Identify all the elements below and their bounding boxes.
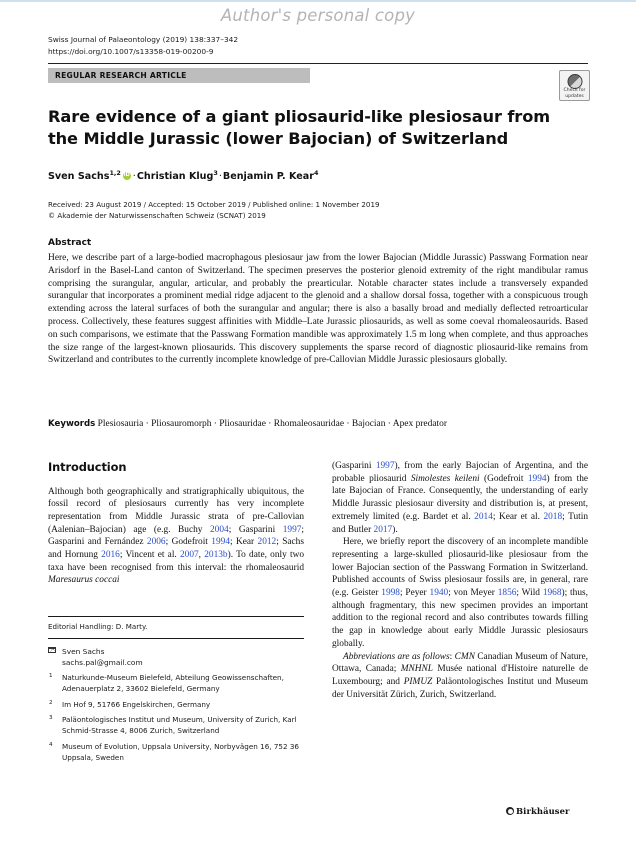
affiliation-text: Paläontologisches Institut und Museum, University of Zurich, Karl Schmid-Strasse 4, 8006 Zurich, Switzerland bbox=[62, 715, 297, 736]
crossmark-line1: Check for bbox=[563, 88, 586, 94]
affiliation-number: 1 bbox=[49, 673, 53, 679]
author-1-affil-sup: 1,2 bbox=[109, 169, 121, 177]
affiliation-item bbox=[48, 700, 304, 711]
corresponding-author-email[interactable]: sachs.pal@gmail.com bbox=[62, 658, 143, 668]
corresponding-author-name: Sven Sachs bbox=[62, 647, 105, 656]
publisher-name: Birkhäuser bbox=[516, 806, 570, 816]
affiliation-text: Im Hof 9, 51766 Engelskirchen, Germany bbox=[62, 699, 211, 709]
affiliation-number: 4 bbox=[49, 741, 53, 748]
corresponding-author bbox=[48, 646, 304, 669]
received-accepted-line: Received: 23 August 2019 / Accepted: 15 October 2019 / Published online: 1 November 2019 bbox=[48, 200, 380, 209]
author-1 bbox=[48, 171, 121, 182]
editorial-handling: Editorial Handling: D. Marty. bbox=[48, 622, 148, 631]
affiliation-item bbox=[48, 742, 304, 764]
article-type-band bbox=[48, 68, 310, 83]
author-2-name: Christian Klug bbox=[136, 171, 214, 183]
birkhauser-mark-icon bbox=[506, 807, 514, 815]
check-for-updates-badge[interactable] bbox=[559, 70, 590, 101]
author-separator: · bbox=[218, 171, 222, 183]
header-divider bbox=[48, 63, 588, 64]
page-title: Rare evidence of a giant pliosaurid-like plesiosaur from the Middle Jurassic (lower Bajocian) of Switzerland bbox=[48, 107, 550, 148]
affiliation-number: 3 bbox=[49, 715, 53, 722]
orcid-icon[interactable] bbox=[123, 172, 131, 180]
keywords-line bbox=[48, 419, 588, 429]
page-top-edge bbox=[0, 0, 636, 2]
publication-dates bbox=[48, 199, 379, 222]
affiliation-item bbox=[48, 673, 304, 695]
abstract-heading: Abstract bbox=[48, 238, 92, 248]
affiliation-number: 2 bbox=[49, 699, 53, 706]
affiliation-item bbox=[48, 715, 304, 737]
journal-doi[interactable]: https://doi.org/10.1007/s13358-019-00200-9 bbox=[48, 46, 214, 56]
journal-citation: Swiss Journal of Palaeontology (2019) 138:337–342 bbox=[48, 35, 239, 44]
footnote-divider-bottom bbox=[48, 638, 304, 639]
article-type-label: REGULAR RESEARCH ARTICLE bbox=[55, 71, 187, 80]
intro-paragraph-left: Although both geographically and stratigraphically ubiquitous, the fossil record of plesiosaurs currently has very incomplete representation from Middle Jurassic strata of pre-Callovian (Aalenian–Bajocian) age (e.g. Buchy 2004; Gasparini 1997; Gasparini and Fernández 2006; Godefroit 1994; Kear 2012; Sachs and Hornung 2016; Vincent et al. 2007, 2013b). To date, only two taxa have been recognised from this interval: the rhomaleosaurid Maresaurus coccai bbox=[48, 486, 305, 586]
crossmark-line2: updates bbox=[565, 93, 584, 99]
intro-paragraph-right-2: Here, we briefly report the discovery of an incomplete mandible representing a large-skulled pliosaurid-like plesiosaur from the lower Bajocian section of the Passwang Formation in Switzerland. Published accounts of Swiss plesiosaur fossils are, in general, rare (e.g. Geister 1998; Peyer 1940; von Meyer 1856; Wild 1968); thus, although fragmentary, this new specimen provides an important addition to the regional record and also contributes towards filling the gap in knowledge about early Middle Jurassic plesiosaurs globally. bbox=[332, 537, 588, 649]
author-3-name: Benjamin P. Kear bbox=[222, 171, 315, 183]
abbreviations-paragraph: Abbreviations are as follows: CMN Canadian Museum of Nature, Ottawa, Canada; MNHNL Musée national d'Histoire naturelle de Luxembourg; and PIMUZ Paläontologisches Institut und Museum der Universität Zürich, Zurich, Switzerland. bbox=[332, 651, 589, 700]
column-left bbox=[48, 460, 304, 587]
watermark-text: Author's personal copy bbox=[220, 6, 416, 25]
affiliation-list bbox=[48, 673, 304, 769]
publisher-logo bbox=[506, 806, 570, 816]
abstract-text: Here, we describe part of a large-bodied macrophagous plesiosaur jaw from the lower Bajocian (Middle Jurassic) Passwang Formation near Arisdorf in the Basel-Land canton of Switzerland. The specimen preserves the posterior glenoid extremity of the right mandibular ramus comprising the surangular, angular, articular, and probably the prearticular. Notable character states include a transversely expanded surangular that incorporates a prominent medial ridge adjacent to the glenoid and a shallow dorsal fossa, together with a conspicuous trough extending across the lateral surfaces of both the surangular and angular; there is also a basally broad and medially deflected retroarticular process. Collectively, these features suggest affinities with Middle–Late Jurassic pliosaurids, as well as some coeval rhomaleosaurids. Based on such comparisons, we estimate that the Passwang Formation mandible was approximately 1.5 m long when complete, and thus approaches the size range of the largest-known pliosaurids. This discovery supplements the sparse record of diagnostic pliosaurid-like remains from Switzerland and contributes to the currently incomplete knowledge of pre-Callovian Middle Jurassic plesiosaurs globally. bbox=[48, 253, 588, 366]
journal-info bbox=[48, 34, 238, 58]
author-separator: · bbox=[132, 171, 136, 183]
keywords-label: Keywords bbox=[48, 419, 96, 429]
author-2 bbox=[137, 171, 218, 182]
crossmark-icon bbox=[567, 74, 582, 89]
affiliation-text: Museum of Evolution, Uppsala University, Norbyvägen 16, 752 36 Uppsala, Sweden bbox=[62, 741, 299, 762]
section-heading-introduction: Introduction bbox=[48, 460, 127, 474]
author-3 bbox=[223, 171, 319, 182]
keywords-values: Plesiosauria · Pliosauromorph · Pliosauridae · Rhomaleosauridae · Bajocian · Apex predator bbox=[97, 419, 448, 429]
author-3-affil-sup: 4 bbox=[314, 169, 319, 177]
author-list bbox=[48, 169, 588, 182]
crossmark-label bbox=[560, 88, 589, 99]
footnote-divider-top bbox=[48, 616, 304, 617]
column-right bbox=[332, 460, 588, 701]
copyright-line: © Akademie der Naturwissenschaften Schweiz (SCNAT) 2019 bbox=[48, 211, 266, 221]
author-1-name: Sven Sachs bbox=[48, 171, 110, 183]
intro-paragraph-right-1: (Gasparini 1997), from the early Bajocian of Argentina, and the probable pliosaurid Simolestes keileni (Godefroit 1994) from the late Bajocian of France. Consequently, the understanding of early Middle Jurassic plesiosaur diversity and distribution is, at present, extremely limited (e.g. Bardet et al. 2014; Kear et al. 2018; Tutin and Butler 2017). bbox=[332, 461, 589, 535]
affiliation-text: Naturkunde-Museum Bielefeld, Abteilung Geowissenschaften, Adenauerplatz 2, 33602 Bielefeld, Germany bbox=[62, 673, 284, 693]
author-2-affil-sup: 3 bbox=[213, 169, 218, 177]
envelope-icon bbox=[48, 647, 56, 653]
